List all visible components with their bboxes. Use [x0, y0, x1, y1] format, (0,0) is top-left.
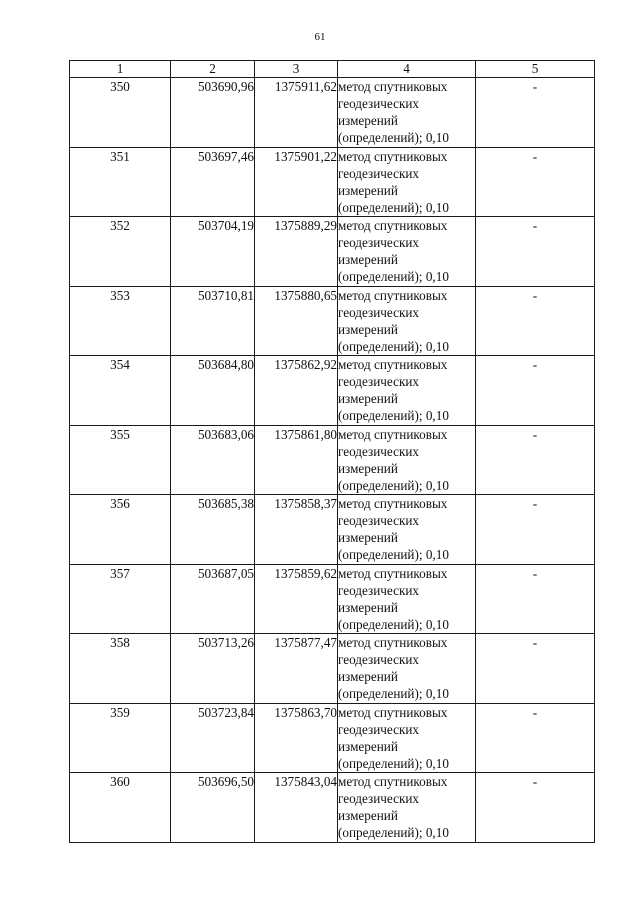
table-row — [70, 703, 595, 773]
y-coordinate-cell: 1375877,47 — [255, 634, 338, 704]
method-cell — [338, 634, 476, 704]
method-text-line: геодезических — [338, 721, 420, 737]
method-cell — [338, 217, 476, 287]
note-cell: - — [476, 217, 595, 287]
note-cell: - — [476, 425, 595, 495]
point-number-cell: 360 — [70, 773, 171, 843]
method-text-line: геодезических — [338, 304, 420, 320]
table-row — [70, 564, 595, 634]
method-text-line: измерений — [338, 669, 398, 684]
method-text-line: (определений); 0,10 — [338, 338, 449, 354]
x-coordinate-cell: 503704,19 — [171, 217, 255, 287]
point-number-cell: 352 — [70, 217, 171, 287]
x-coordinate-cell: 503723,84 — [171, 703, 255, 773]
method-text-line: метод спутниковых — [338, 565, 448, 581]
method-text-line: метод спутниковых — [338, 287, 448, 303]
method-text-line: геодезических — [338, 443, 420, 459]
table-row — [70, 147, 595, 217]
point-number-cell: 353 — [70, 286, 171, 356]
x-coordinate-cell: 503685,38 — [171, 495, 255, 565]
note-cell: - — [476, 147, 595, 217]
method-text-line: метод спутниковых — [338, 426, 448, 442]
note-cell: - — [476, 634, 595, 704]
table-row — [70, 356, 595, 426]
method-text-line: геодезических — [338, 791, 420, 806]
method-text-line: (определений); 0,10 — [338, 616, 449, 632]
method-text-line: (определений); 0,10 — [338, 825, 449, 840]
y-coordinate-cell: 1375901,22 — [255, 147, 338, 217]
method-text-line: (определений); 0,10 — [338, 686, 449, 701]
table-row — [70, 78, 595, 148]
point-number-cell: 354 — [70, 356, 171, 426]
table-row — [70, 634, 595, 704]
method-text-line: геодезических — [338, 652, 420, 667]
method-text-line: геодезических — [338, 165, 420, 181]
note-cell: - — [476, 356, 595, 426]
table-row — [70, 286, 595, 356]
table-body — [70, 78, 595, 843]
y-coordinate-cell: 1375859,62 — [255, 564, 338, 634]
column-header: 5 — [476, 61, 595, 78]
table-row — [70, 773, 595, 843]
method-text-line: (определений); 0,10 — [338, 547, 449, 562]
y-coordinate-cell: 1375861,80 — [255, 425, 338, 495]
method-text-line: метод спутниковых — [338, 496, 448, 511]
table-header — [70, 61, 595, 78]
method-text-line: геодезических — [338, 513, 420, 528]
note-cell: - — [476, 286, 595, 356]
table-row — [70, 425, 595, 495]
method-text-line: измерений — [338, 391, 398, 406]
method-text-line: измерений — [338, 321, 398, 337]
method-text-line: (определений); 0,10 — [338, 130, 449, 145]
page-number: 61 — [314, 31, 326, 43]
method-cell — [338, 286, 476, 356]
x-coordinate-cell: 503696,50 — [171, 773, 255, 843]
column-header: 3 — [255, 61, 338, 78]
note-cell: - — [476, 703, 595, 773]
method-text-line: измерений — [338, 252, 398, 267]
point-number-cell: 358 — [70, 634, 171, 704]
y-coordinate-cell: 1375911,62 — [255, 78, 338, 148]
note-cell: - — [476, 78, 595, 148]
method-text-line: (определений); 0,10 — [338, 269, 449, 284]
x-coordinate-cell: 503710,81 — [171, 286, 255, 356]
column-header: 2 — [171, 61, 255, 78]
y-coordinate-cell: 1375858,37 — [255, 495, 338, 565]
coordinates-table — [69, 60, 595, 843]
x-coordinate-cell: 503687,05 — [171, 564, 255, 634]
method-text-line: метод спутниковых — [338, 79, 448, 94]
method-text-line: метод спутниковых — [338, 218, 448, 233]
method-cell — [338, 78, 476, 148]
y-coordinate-cell: 1375843,04 — [255, 773, 338, 843]
x-coordinate-cell: 503683,06 — [171, 425, 255, 495]
method-text-line: метод спутниковых — [338, 357, 448, 372]
method-text-line: измерений — [338, 182, 398, 198]
note-cell: - — [476, 773, 595, 843]
method-text-line: геодезических — [338, 235, 420, 250]
y-coordinate-cell: 1375889,29 — [255, 217, 338, 287]
table-row — [70, 217, 595, 287]
point-number-cell: 350 — [70, 78, 171, 148]
method-text-line: измерений — [338, 113, 398, 128]
method-text-line: метод спутниковых — [338, 774, 448, 789]
point-number-cell: 355 — [70, 425, 171, 495]
method-cell — [338, 773, 476, 843]
method-text-line: (определений); 0,10 — [338, 199, 449, 215]
x-coordinate-cell: 503690,96 — [171, 78, 255, 148]
method-text-line: измерений — [338, 599, 398, 615]
method-text-line: измерений — [338, 808, 398, 823]
method-cell — [338, 425, 476, 495]
method-text-line: геодезических — [338, 582, 420, 598]
point-number-cell: 351 — [70, 147, 171, 217]
method-text-line: метод спутниковых — [338, 704, 448, 720]
note-cell: - — [476, 564, 595, 634]
method-text-line: (определений); 0,10 — [338, 755, 449, 771]
method-text-line: (определений); 0,10 — [338, 477, 449, 493]
method-cell — [338, 564, 476, 634]
method-text-line: измерений — [338, 530, 398, 545]
method-cell — [338, 495, 476, 565]
table-row — [70, 495, 595, 565]
method-text-line: метод спутниковых — [338, 635, 448, 650]
y-coordinate-cell: 1375863,70 — [255, 703, 338, 773]
column-header: 1 — [70, 61, 171, 78]
point-number-cell: 359 — [70, 703, 171, 773]
point-number-cell: 357 — [70, 564, 171, 634]
method-text-line: измерений — [338, 460, 398, 476]
note-cell: - — [476, 495, 595, 565]
method-cell — [338, 703, 476, 773]
method-cell — [338, 147, 476, 217]
method-text-line: геодезических — [338, 96, 420, 111]
x-coordinate-cell: 503713,26 — [171, 634, 255, 704]
method-text-line: (определений); 0,10 — [338, 408, 449, 423]
y-coordinate-cell: 1375880,65 — [255, 286, 338, 356]
y-coordinate-cell: 1375862,92 — [255, 356, 338, 426]
point-number-cell: 356 — [70, 495, 171, 565]
method-text-line: геодезических — [338, 374, 420, 389]
method-cell — [338, 356, 476, 426]
header-row — [70, 61, 595, 78]
x-coordinate-cell: 503684,80 — [171, 356, 255, 426]
method-text-line: метод спутниковых — [338, 148, 448, 164]
column-header: 4 — [338, 61, 476, 78]
method-text-line: измерений — [338, 738, 398, 754]
x-coordinate-cell: 503697,46 — [171, 147, 255, 217]
